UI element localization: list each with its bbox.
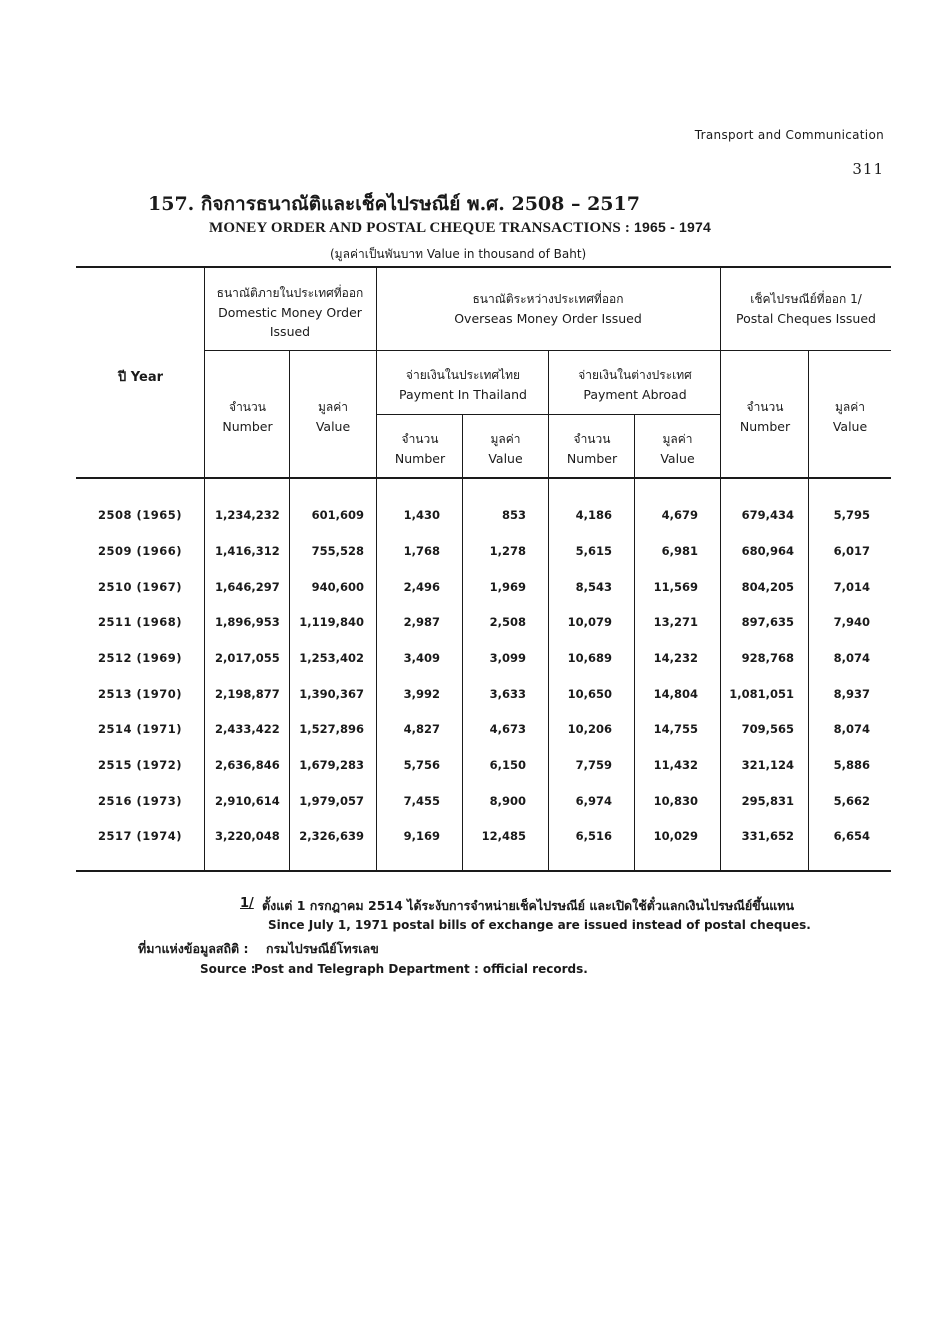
table-title-english xyxy=(209,219,711,237)
footnote-marker: 1/ xyxy=(240,896,254,911)
domestic-number-cell: 1,646,297 xyxy=(215,580,280,594)
table-title-thai: 157. กิจการธนาณัติและเช็คไปรษณีย์ พ.ศ. 2508 – 2517 xyxy=(148,193,640,215)
domestic-number-cell: 2,910,614 xyxy=(215,794,280,808)
title-english-years: 1965 - 1974 xyxy=(634,219,711,235)
year-cell: 2515 (1972) xyxy=(98,758,183,772)
thailand-value-cell: 3,099 xyxy=(489,651,526,665)
thailand-value-cell: 3,633 xyxy=(489,687,526,701)
domestic-value-cell: 1,679,283 xyxy=(299,758,364,772)
year-header xyxy=(118,366,163,387)
abroad-value-cell: 11,432 xyxy=(653,758,698,772)
postal-value-cell: 7,940 xyxy=(833,615,870,629)
postal-value-cell: 8,937 xyxy=(833,687,870,701)
postal-number-cell: 295,831 xyxy=(741,794,794,808)
domestic-value-cell: 2,326,639 xyxy=(299,829,364,843)
table-row xyxy=(80,758,890,778)
year-cell: 2516 (1973) xyxy=(98,794,183,808)
domestic-number-cell: 2,433,422 xyxy=(215,722,280,736)
table-row xyxy=(80,687,890,707)
abroad-value-cell: 14,804 xyxy=(653,687,698,701)
year-cell: 2514 (1971) xyxy=(98,722,183,736)
footnote-thai: ตั้งแต่ 1 กรกฎาคม 2514 ได้ระงับการจำหน่ายเช็คไปรษณีย์ และเปิดใช้ตั๋วแลกเงินไปรษณีย์ขึ้นแทน xyxy=(262,898,795,913)
source-label-thai: ที่มาแห่งข้อมูลสถิติ : xyxy=(138,941,249,956)
thailand-number-cell: 2,987 xyxy=(403,615,440,629)
abroad-value-cell: 14,755 xyxy=(653,722,698,736)
source-thai: กรมไปรษณีย์โทรเลข xyxy=(266,941,379,956)
thailand-number-cell: 4,827 xyxy=(403,722,440,736)
col-divider xyxy=(720,268,721,870)
thailand-value-cell: 1,278 xyxy=(489,544,526,558)
abroad-number-cell: 4,186 xyxy=(575,508,612,522)
abroad-number-cell: 10,650 xyxy=(567,687,612,701)
header-bottom-rule xyxy=(76,477,891,479)
postal-number-header: จำนวน Number xyxy=(739,400,791,434)
postal-value-cell: 5,795 xyxy=(833,508,870,522)
abroad-number-cell: 8,543 xyxy=(575,580,612,594)
abroad-number-cell: 6,516 xyxy=(575,829,612,843)
abroad-value-cell: 4,679 xyxy=(661,508,698,522)
table-row xyxy=(80,651,890,671)
abroad-value-cell: 13,271 xyxy=(653,615,698,629)
year-cell: 2508 (1965) xyxy=(98,508,183,522)
domestic-value-cell: 755,528 xyxy=(311,544,364,558)
postal-value-cell: 6,017 xyxy=(833,544,870,558)
running-head: Transport and Communication xyxy=(694,128,884,142)
domestic-value-cell: 1,527,896 xyxy=(299,722,364,736)
table-row xyxy=(80,829,890,849)
postal-value-cell: 5,662 xyxy=(833,794,870,808)
thailand-number-cell: 1,768 xyxy=(403,544,440,558)
pay-thailand-thai: จ่ายเงินในประเทศไทย xyxy=(405,368,521,382)
table-top-rule xyxy=(76,266,891,268)
thailand-value-cell: 6,150 xyxy=(489,758,526,772)
col-divider xyxy=(376,268,377,870)
header-divider xyxy=(376,414,720,415)
postal-number-cell: 321,124 xyxy=(741,758,794,772)
pay-abroad-english: Payment Abroad xyxy=(583,387,687,402)
postal-header-english: Postal Cheques Issued xyxy=(736,311,876,326)
domestic-value-cell: 1,119,840 xyxy=(299,615,364,629)
pay-thailand-number-header: จำนวน Number xyxy=(394,432,446,466)
year-cell: 2511 (1968) xyxy=(98,615,183,629)
col-divider xyxy=(548,350,549,870)
page-number: 311 xyxy=(852,160,884,178)
domestic-number-cell: 3,220,048 xyxy=(215,829,280,843)
table-bottom-rule xyxy=(76,870,891,872)
domestic-number-cell: 1,234,232 xyxy=(215,508,280,522)
thailand-number-cell: 3,992 xyxy=(403,687,440,701)
abroad-number-cell: 5,615 xyxy=(575,544,612,558)
year-cell: 2509 (1966) xyxy=(98,544,183,558)
pay-abroad-header xyxy=(550,366,720,404)
abroad-value-cell: 10,029 xyxy=(653,829,698,843)
postal-value-cell: 8,074 xyxy=(833,651,870,665)
postal-number-cell: 331,652 xyxy=(741,829,794,843)
year-cell: 2512 (1969) xyxy=(98,651,183,665)
postal-value-header: มูลค่า Value xyxy=(832,400,868,434)
year-cell: 2510 (1967) xyxy=(98,580,183,594)
thailand-value-cell: 2,508 xyxy=(489,615,526,629)
pay-thailand-english: Payment In Thailand xyxy=(399,387,527,402)
thailand-value-cell: 1,969 xyxy=(489,580,526,594)
col-divider xyxy=(204,268,205,870)
postal-value-cell: 6,654 xyxy=(833,829,870,843)
abroad-value-cell: 6,981 xyxy=(661,544,698,558)
domestic-number-cell: 2,017,055 xyxy=(215,651,280,665)
domestic-number-cell: 1,896,953 xyxy=(215,615,280,629)
pay-thailand-value-header: มูลค่า Value xyxy=(488,432,523,466)
domestic-number-cell: 2,636,846 xyxy=(215,758,280,772)
thailand-number-cell: 5,756 xyxy=(403,758,440,772)
pay-abroad-thai: จ่ายเงินในต่างประเทศ xyxy=(578,368,692,382)
postal-number-cell: 897,635 xyxy=(741,615,794,629)
domestic-value-cell: 1,253,402 xyxy=(299,651,364,665)
domestic-number-cell: 1,416,312 xyxy=(215,544,280,558)
abroad-number-cell: 10,206 xyxy=(567,722,612,736)
domestic-number-header: จำนวน Number xyxy=(222,400,273,434)
table-row xyxy=(80,722,890,742)
year-cell: 2517 (1974) xyxy=(98,829,183,843)
abroad-value-cell: 10,830 xyxy=(653,794,698,808)
abroad-value-cell: 11,569 xyxy=(653,580,698,594)
thailand-value-cell: 12,485 xyxy=(481,829,526,843)
domestic-header-thai: ธนาณัติภายในประเทศที่ออก xyxy=(216,286,364,300)
table-row xyxy=(80,615,890,635)
postal-number-cell: 1,081,051 xyxy=(729,687,794,701)
year-header-english: Year xyxy=(130,370,164,385)
postal-number-cell: 928,768 xyxy=(741,651,794,665)
abroad-number-cell: 10,689 xyxy=(567,651,612,665)
pay-thailand-header xyxy=(378,366,548,404)
postal-number-cell: 679,434 xyxy=(741,508,794,522)
unit-note: (มูลค่าเป็นพันบาท Value in thousand of Baht) xyxy=(330,247,587,261)
domestic-header-english: Domestic Money Order Issued xyxy=(218,305,362,339)
postal-number-cell: 804,205 xyxy=(741,580,794,594)
abroad-number-cell: 6,974 xyxy=(575,794,612,808)
table-row xyxy=(80,544,890,564)
postal-header xyxy=(722,290,890,328)
postal-header-thai: เช็คไปรษณีย์ที่ออก 1/ xyxy=(750,292,862,306)
source-english: Post and Telegraph Department : official records. xyxy=(254,962,588,976)
domestic-value-cell: 1,390,367 xyxy=(299,687,364,701)
abroad-number-cell: 7,759 xyxy=(575,758,612,772)
thailand-value-cell: 4,673 xyxy=(489,722,526,736)
thailand-number-cell: 1,430 xyxy=(403,508,440,522)
table-row xyxy=(80,508,890,528)
domestic-value-cell: 601,609 xyxy=(311,508,364,522)
postal-number-cell: 709,565 xyxy=(741,722,794,736)
overseas-header-english: Overseas Money Order Issued xyxy=(454,311,642,326)
thailand-number-cell: 9,169 xyxy=(403,829,440,843)
domestic-number-cell: 2,198,877 xyxy=(215,687,280,701)
overseas-header xyxy=(378,290,718,328)
domestic-value-header: มูลค่า Value xyxy=(315,400,351,434)
thailand-value-cell: 8,900 xyxy=(489,794,526,808)
pay-abroad-number-header: จำนวน Number xyxy=(566,432,618,466)
domestic-value-cell: 1,979,057 xyxy=(299,794,364,808)
table-row xyxy=(80,580,890,600)
year-cell: 2513 (1970) xyxy=(98,687,183,701)
footnote-english: Since July 1, 1971 postal bills of exchange are issued instead of postal cheques. xyxy=(268,918,811,932)
thailand-number-cell: 3,409 xyxy=(403,651,440,665)
source-label-english: Source : xyxy=(200,962,256,976)
thailand-number-cell: 7,455 xyxy=(403,794,440,808)
table-row xyxy=(80,794,890,814)
abroad-number-cell: 10,079 xyxy=(567,615,612,629)
postal-value-cell: 8,074 xyxy=(833,722,870,736)
domestic-value-cell: 940,600 xyxy=(311,580,364,594)
abroad-value-cell: 14,232 xyxy=(653,651,698,665)
postal-value-cell: 7,014 xyxy=(833,580,870,594)
title-english-text: MONEY ORDER AND POSTAL CHEQUE TRANSACTIONS : xyxy=(209,220,631,236)
domestic-header xyxy=(206,284,374,341)
thailand-value-cell: 853 xyxy=(501,508,526,522)
thailand-number-cell: 2,496 xyxy=(403,580,440,594)
postal-value-cell: 5,886 xyxy=(833,758,870,772)
pay-abroad-value-header: มูลค่า Value xyxy=(660,432,695,466)
overseas-header-thai: ธนาณัติระหว่างประเทศที่ออก xyxy=(472,292,624,306)
year-header-thai: ปี xyxy=(118,370,127,385)
header-divider xyxy=(204,350,891,351)
postal-number-cell: 680,964 xyxy=(741,544,794,558)
